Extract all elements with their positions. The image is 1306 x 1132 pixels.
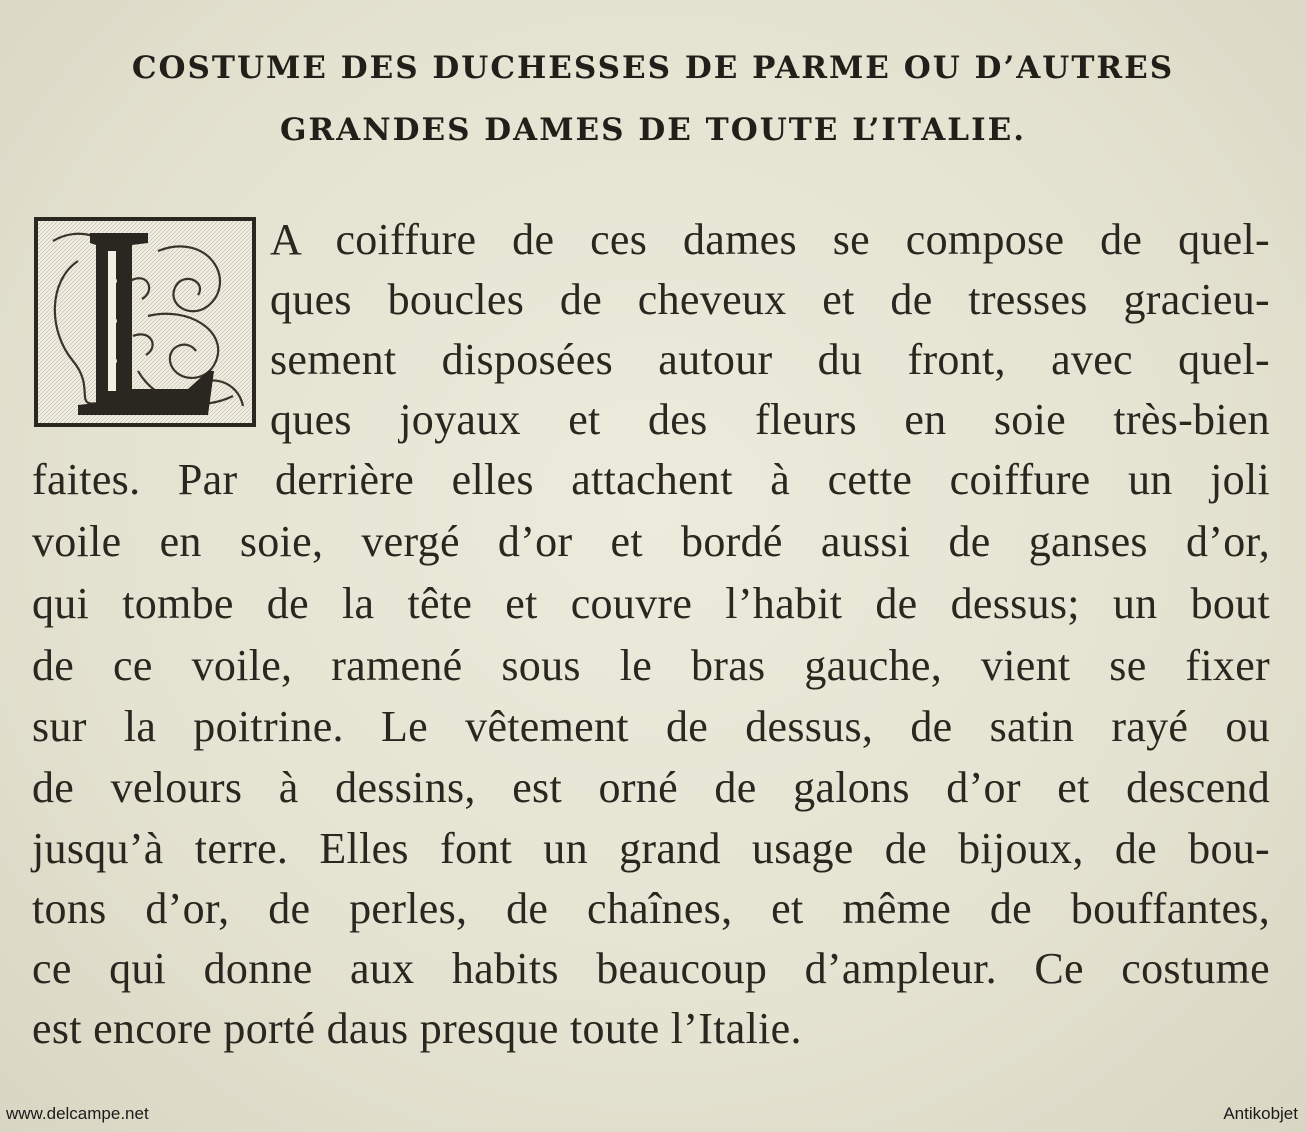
paragraph-line-10: de velours à dessins, est orné de galons d’or et descend xyxy=(32,763,1270,812)
heading-line-2: GRANDES DAMES DE TOUTE L’ITALIE. xyxy=(279,112,1027,148)
paragraph-line-3: sement disposées autour du front, avec quel- xyxy=(270,335,1270,384)
watermark-left: www.delcampe.net xyxy=(6,1104,149,1123)
ornamental-dropcap-art xyxy=(38,221,252,423)
paragraph-line-7: qui tombe de la tête et couvre l’habit de dessus; un bout xyxy=(32,579,1270,628)
ornamental-dropcap xyxy=(34,217,256,427)
paragraph-line-13: ce qui donne aux habits beaucoup d’ampleur. Ce costume xyxy=(32,944,1270,993)
paragraph-line-9: sur la poitrine. Le vêtement de dessus, de satin rayé ou xyxy=(32,702,1270,751)
paragraph-line-14: est encore porté daus presque toute l’Italie. xyxy=(32,1004,802,1053)
paragraph-line-11: jusqu’à terre. Elles font un grand usage de bijoux, de bou- xyxy=(32,824,1270,873)
paragraph-line-4: ques joyaux et des fleurs en soie très-bien xyxy=(270,395,1270,444)
heading-line-1: COSTUME DES DUCHESSES DE PARME OU D’AUTRES xyxy=(131,50,1175,86)
paragraph-line-8: de ce voile, ramené sous le bras gauche, vient se fixer xyxy=(32,641,1270,690)
paragraph-line-2: ques boucles de cheveux et de tresses gracieu- xyxy=(270,275,1270,324)
paragraph-line-1: A coiffure de ces dames se compose de quel- xyxy=(270,215,1270,264)
paragraph-line-6: voile en soie, vergé d’or et bordé aussi de ganses d’or, xyxy=(32,517,1270,566)
paragraph-line-5: faites. Par derrière elles attachent à cette coiffure un joli xyxy=(32,455,1270,504)
watermark-right: Antikobjet xyxy=(1223,1104,1298,1123)
paragraph-line-12: tons d’or, de perles, de chaînes, et même de bouffantes, xyxy=(32,884,1270,933)
